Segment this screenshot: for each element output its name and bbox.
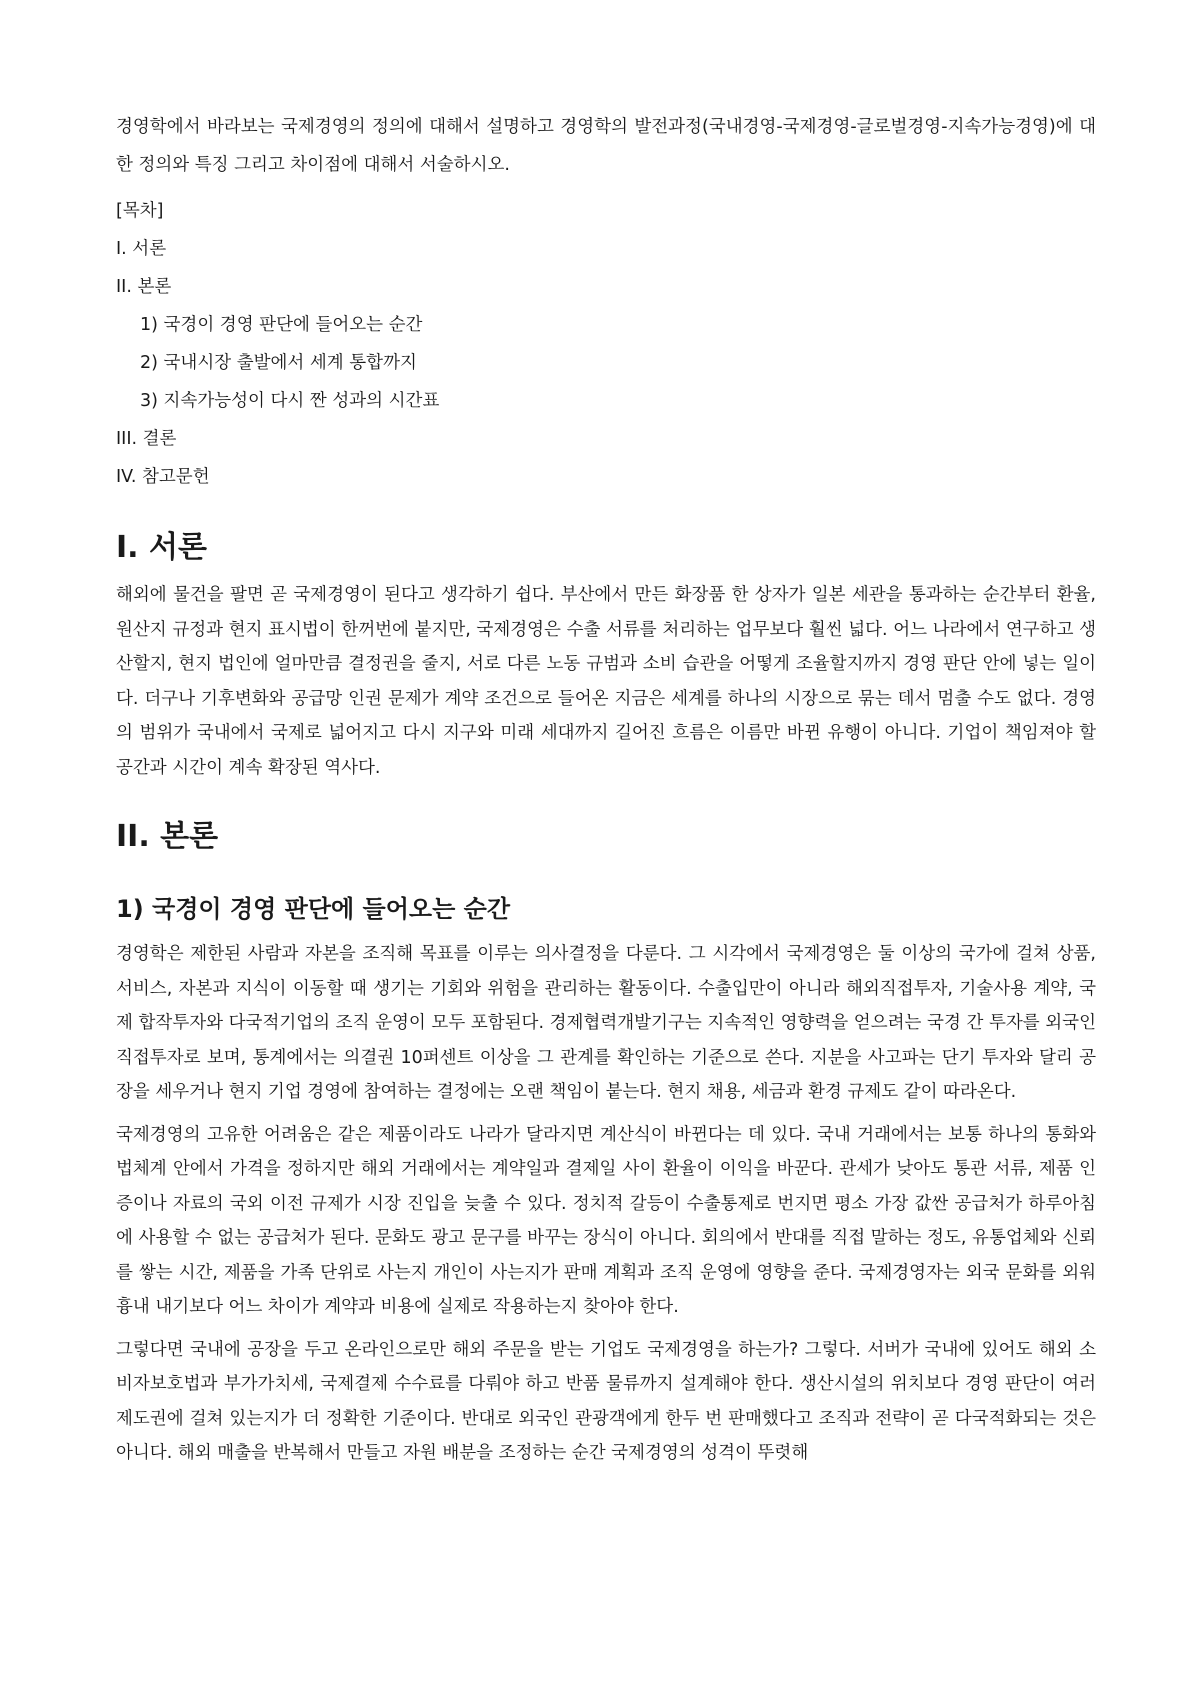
assignment-prompt: 경영학에서 바라보는 국제경영의 정의에 대해서 설명하고 경영학의 발전과정(국내경영-국제경영-글로벌경영-지속가능경영)에 대한 정의와 특징 그리고 차이점에 대해서 서술하시오. xyxy=(116,117,1096,175)
section-1-heading: 1) 국경이 경영 판단에 들어오는 순간 xyxy=(116,895,511,923)
toc-item-body: II. 본론 xyxy=(116,277,172,297)
toc-subitem-3: 3) 지속가능성이 다시 짠 성과의 시간표 xyxy=(140,391,440,411)
section-1-paragraph-2: 국제경영의 고유한 어려움은 같은 제품이라도 나라가 달라지면 계산식이 바뀐다는 데 있다. 국내 거래에서는 보통 하나의 통화와 법체계 안에서 가격을 정하지만 해외 거래에서는 계약일과 결제일 사이 환율이 이익을 바꾼다. 관세가 낮아도 통관 서류, 제품 인증이나 자료의 국외 이전 규제가 시장 진입을 늦출 수 있다. 정치적 갈등이 수출통제로 번지면 평소 가장 값싼 공급처가 하루아침에 사용할 수 없는 공급처가 된다. 문화도 광고 문구를 바꾸는 장식이 아니다. 회의에서 반대를 직접 말하는 정도, 유통업체와 신뢰를 쌓는 시간, 제품을 가족 단위로 사는지 개인이 사는지가 판매 계획과 조직 운영에 영향을 준다. 국제경영자는 외국 문화를 외워 흉내 내기보다 어느 차이가 계약과 비용에 실제로 작용하는지 찾아야 한다. xyxy=(116,1124,1096,1317)
toc-item-conclusion: III. 결론 xyxy=(116,429,177,449)
intro-heading: I. 서론 xyxy=(116,530,207,565)
body-heading: II. 본론 xyxy=(116,819,219,854)
toc-item-intro: I. 서론 xyxy=(116,239,167,259)
section-1-paragraph-3: 그렇다면 국내에 공장을 두고 온라인으로만 해외 주문을 받는 기업도 국제경영을 하는가? 그렇다. 서버가 국내에 있어도 해외 소비자보호법과 부가가치세, 국제결제 수수료를 다뤄야 하고 반품 물류까지 설계해야 한다. 생산시설의 위치보다 경영 판단이 여러 제도권에 걸쳐 있는지가 더 정확한 기준이다. 반대로 외국인 관광객에게 한두 번 판매했다고 조직과 전략이 곧 다국적화되는 것은 아니다. 해외 매출을 반복해서 만들고 자원 배분을 조정하는 순간 국제경영의 성격이 뚜렷해 xyxy=(116,1339,1096,1463)
intro-paragraph: 해외에 물건을 팔면 곧 국제경영이 된다고 생각하기 쉽다. 부산에서 만든 화장품 한 상자가 일본 세관을 통과하는 순간부터 환율, 원산지 규정과 현지 표시법이 한꺼번에 붙지만, 국제경영은 수출 서류를 처리하는 업무보다 훨씬 넓다. 어느 나라에서 연구하고 생산할지, 현지 법인에 얼마만큼 결정권을 줄지, 서로 다른 노동 규범과 소비 습관을 어떻게 조율할지까지 경영 판단 안에 넣는 일이다. 더구나 기후변화와 공급망 인권 문제가 계약 조건으로 들어온 지금은 세계를 하나의 시장으로 묶는 데서 멈출 수도 없다. 경영의 범위가 국내에서 국제로 넓어지고 다시 지구와 미래 세대까지 길어진 흐름은 이름만 바뀐 유행이 아니다. 기업이 책임져야 할 공간과 시간이 계속 확장된 역사다. xyxy=(116,585,1096,778)
toc-heading: [목차] xyxy=(116,201,164,221)
toc-subitem-1: 1) 국경이 경영 판단에 들어오는 순간 xyxy=(140,315,423,335)
toc-subitem-2: 2) 국내시장 출발에서 세계 통합까지 xyxy=(140,353,417,373)
toc-item-references: IV. 참고문헌 xyxy=(116,467,210,487)
section-1-paragraph-1: 경영학은 제한된 사람과 자본을 조직해 목표를 이루는 의사결정을 다룬다. 그 시각에서 국제경영은 둘 이상의 국가에 걸쳐 상품, 서비스, 자본과 지식이 이동할 때 생기는 기회와 위험을 관리하는 활동이다. 수출입만이 아니라 해외직접투자, 기술사용 계약, 국제 합작투자와 다국적기업의 조직 운영이 모두 포함된다. 경제협력개발기구는 지속적인 영향력을 얻으려는 국경 간 투자를 외국인직접투자로 보며, 통계에서는 의결권 10퍼센트 이상을 그 관계를 확인하는 기준으로 쓴다. 지분을 사고파는 단기 투자와 달리 공장을 세우거나 현지 기업 경영에 참여하는 결정에는 오랜 책임이 붙는다. 현지 채용, 세금과 환경 규제도 같이 따라온다. xyxy=(116,944,1096,1102)
table-of-contents xyxy=(116,192,1096,496)
